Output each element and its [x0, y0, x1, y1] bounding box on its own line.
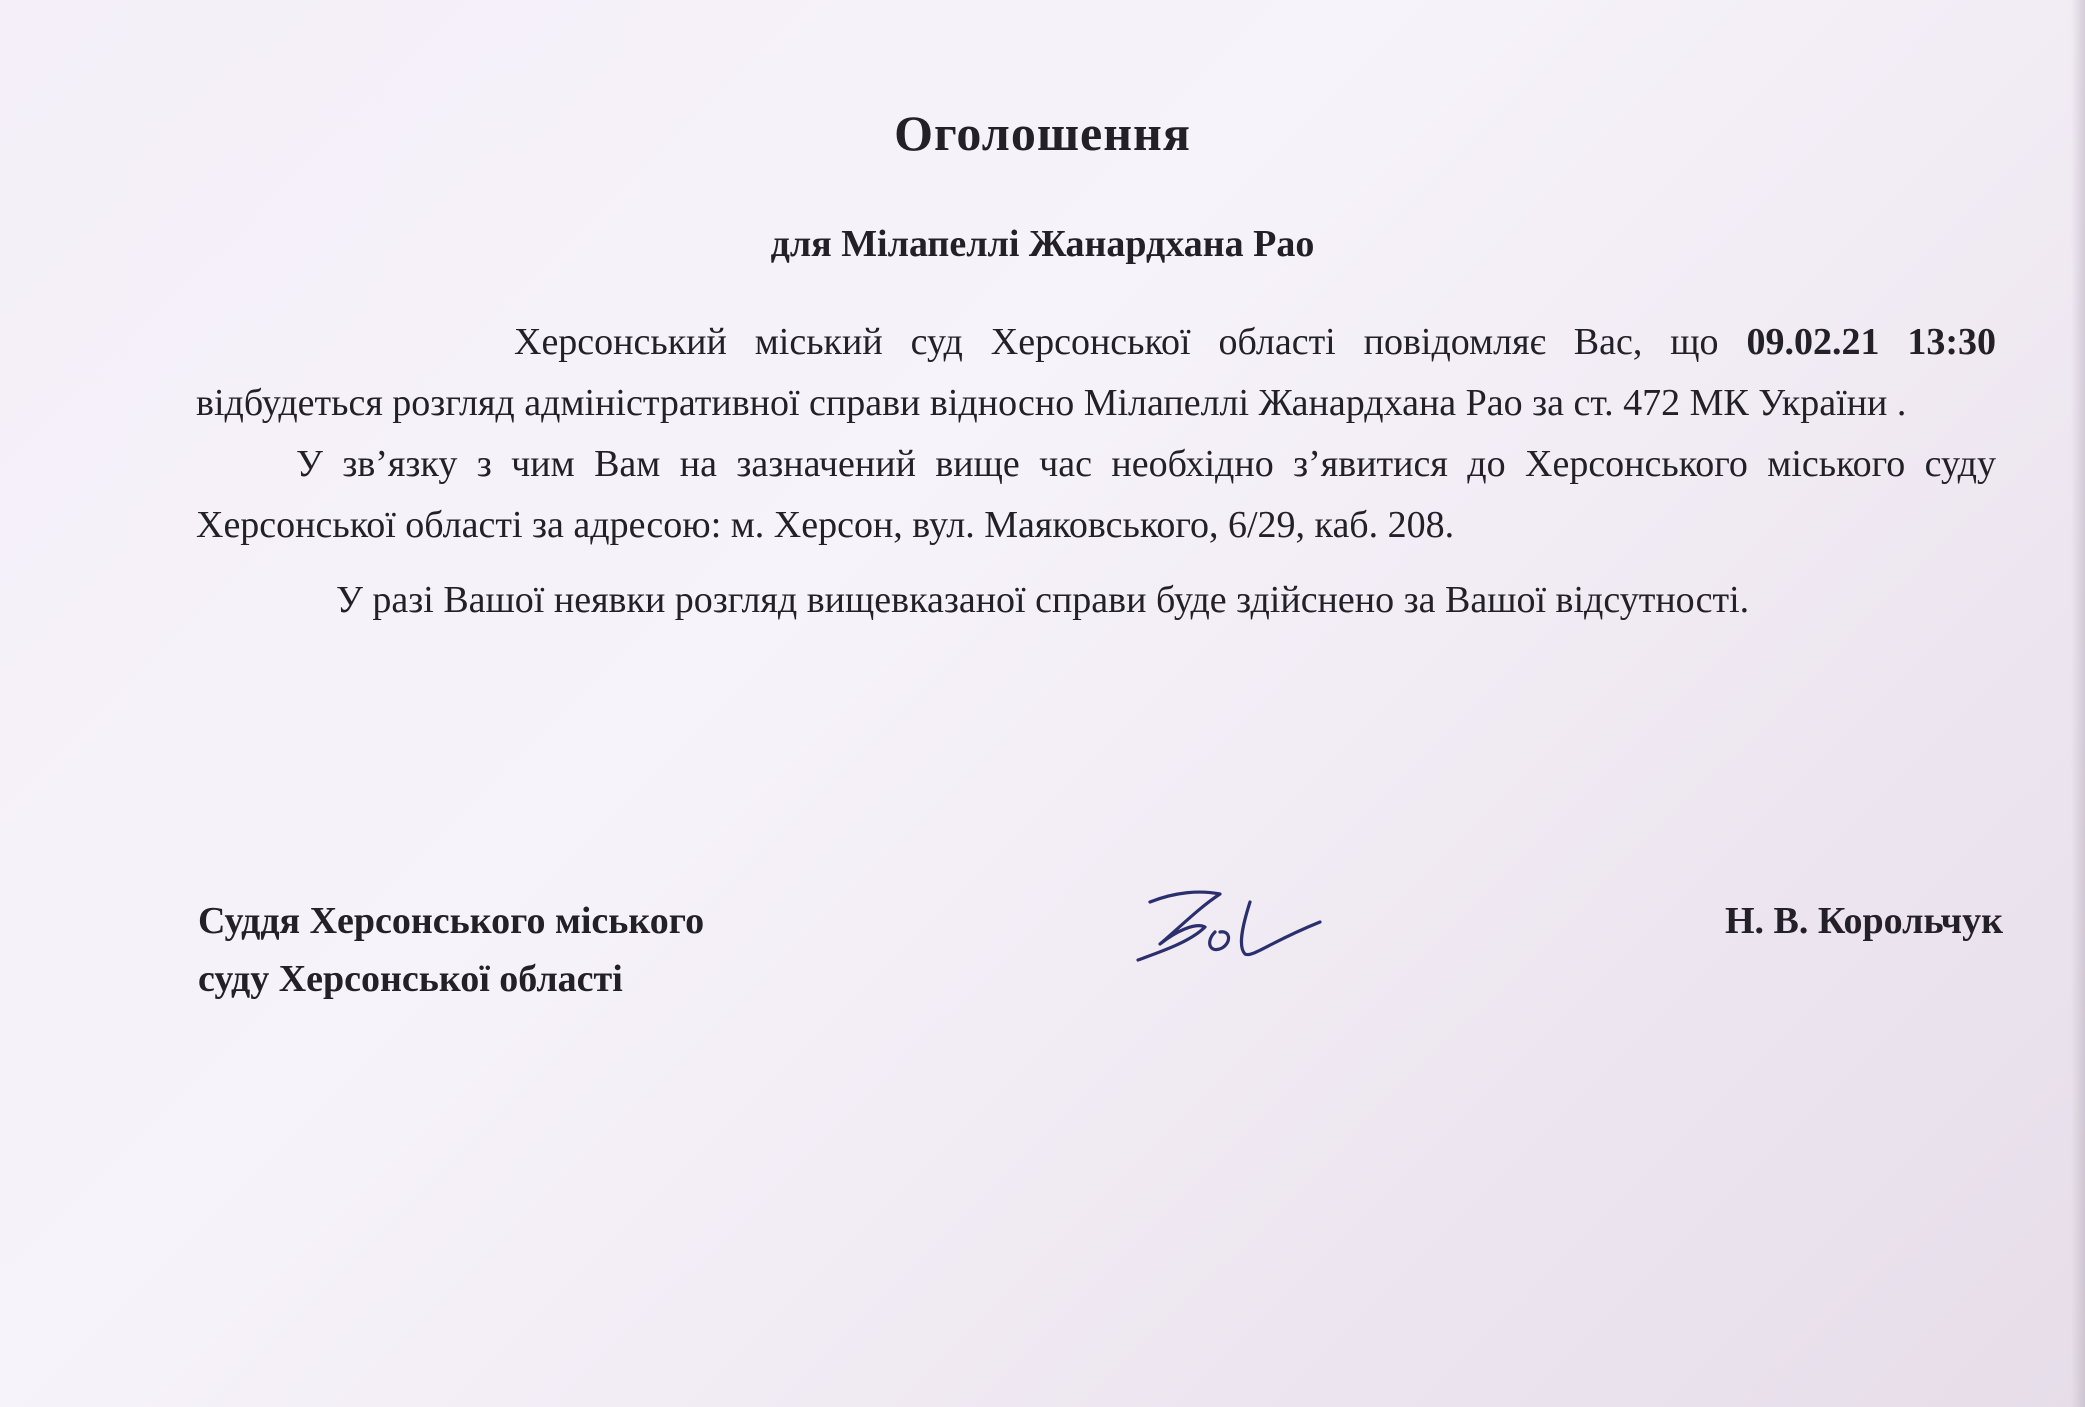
paper-edge-shadow [2071, 0, 2085, 1407]
paragraph-notice-post: відбудеться розгляд адміністративної справи відносно Мілапеллі Жанардхана Рао за ст. 472 МК України . [196, 382, 1907, 424]
signatory-position-line2: суду Херсонської області [198, 958, 623, 1000]
signatory-position [198, 892, 704, 1008]
signatory-name: Н. В. Корольчук [1724, 900, 2003, 942]
paragraph-notice-pre: Херсонський міський суд Херсонської області повідомляє Вас, що [514, 321, 1747, 363]
document-title: Оголошення [894, 105, 1191, 161]
signatory-position-line1: Суддя Херсонського міського [198, 900, 705, 942]
hearing-datetime: 09.02.21 13:30 [1746, 321, 1996, 363]
paragraph-notice [196, 312, 1996, 434]
handwritten-signature [1120, 872, 1340, 982]
paragraph-absence: У разі Вашої неявки розгляд вищевказаної справи буде здійснено за Вашої відсутності. [336, 579, 1750, 621]
paragraph-appearance: У зв’язку з чим Вам на зазначений вище час необхідно з’явитися до Херсонського міського суду Херсонської області за адресою: м. Херсон, вул. Маяковського, 6/29, каб. 208. [196, 443, 1996, 546]
document-body [196, 312, 1996, 631]
document-subtitle: для Мілапеллі Жанардхана Рао [770, 223, 1315, 265]
